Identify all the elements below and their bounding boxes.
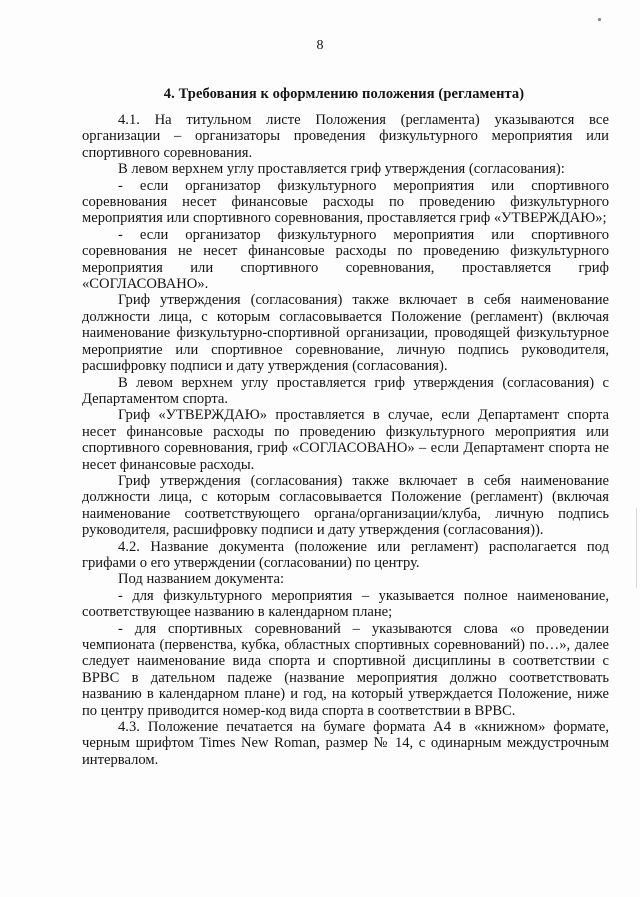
paragraph-bullet-approve: - если организатор физкультурного мероприятия или спортивного соревнования несет финансовые расходы по проведению физкультурного мероприятия или спортивного соревнования, проставляется гриф «УТВЕРЖДАЮ»; [82, 177, 609, 227]
paragraph-stamp-includes: Гриф утверждения (согласования) также включает в себя наименование должности лица, с которым согласовывается Положение (регламент) (включая наименование физкультурно-спортивной организации, проводящей физкультурное мероприятие или спортивное соревнование, личную подпись руководителя, расшифровку подписи и дату утверждения (согласования). [82, 292, 609, 375]
paragraph-department-stamp-includes: Гриф утверждения (согласования) также включает в себя наименование должности лица, с которым согласовывается Положение (регламент) (включая наименование соответствующего органа/организации/клуба, личную подпись руководителя, расшифровку подписи и дату утверждения (согласования)). [82, 472, 609, 539]
scan-speck [598, 18, 601, 21]
paragraph-department-stamp: В левом верхнем углу проставляется гриф утверждения (согласования) с Департаментом спорта. [82, 374, 609, 407]
paragraph-4-3: 4.3. Положение печатается на бумаге формата А4 в «книжном» формате, черным шрифтом Times New Roman, размер № 14, с одинарным междустрочным интервалом. [82, 719, 609, 768]
paragraph-bullet-event: - для физкультурного мероприятия – указывается полное наименование, соответствующее названию в календарном плане; [82, 587, 609, 621]
paragraph-4-1: 4.1. На титульном листе Положения (регламента) указываются все организации – организаторы проведения физкультурного мероприятия или спортивного соревнования. [82, 112, 609, 161]
paragraph-under-title: Под названием документа: [118, 571, 285, 588]
scan-margin-line [636, 508, 637, 588]
paragraph-bullet-competitions: - для спортивных соревнований – указываются слова «о проведении чемпионата (первенства, кубка, областных спортивных соревнований) по…», далее следует наименование вида спорта и спортивной дисциплины в соответствии с ВРВС в дательном падеже (название мероприятия должно соответствовать названию в календарном плане) и год, на который утверждается Положение, ниже по центру приводится номер-код вида спорта в соответствии в ВРВС. [82, 620, 609, 719]
paragraph-left-corner-stamp: В левом верхнем углу проставляется гриф утверждения (согласования): [118, 161, 565, 178]
page-number: 8 [316, 38, 324, 53]
paragraph-bullet-agreed: - если организатор физкультурного мероприятия или спортивного соревнования не несет финансовые расходы по проведению физкультурного мероприятия или спортивного соревнования, проставляется гриф «СОГЛАСОВАНО». [82, 226, 609, 293]
section-title: 4. Требования к оформлению положения (регламента) [163, 86, 525, 102]
document-body [82, 112, 609, 768]
paragraph-department-approve: Гриф «УТВЕРЖДАЮ» проставляется в случае, если Департамент спорта несет финансовые расходы по проведению физкультурного мероприятия или спортивного соревнования, гриф «СОГЛАСОВАНО» – если Департамент спорта не несет финансовые расходы. [82, 407, 609, 473]
paragraph-4-2: 4.2. Название документа (положение или регламент) располагается под грифами о его утверждении (согласовании) по центру. [82, 538, 609, 571]
